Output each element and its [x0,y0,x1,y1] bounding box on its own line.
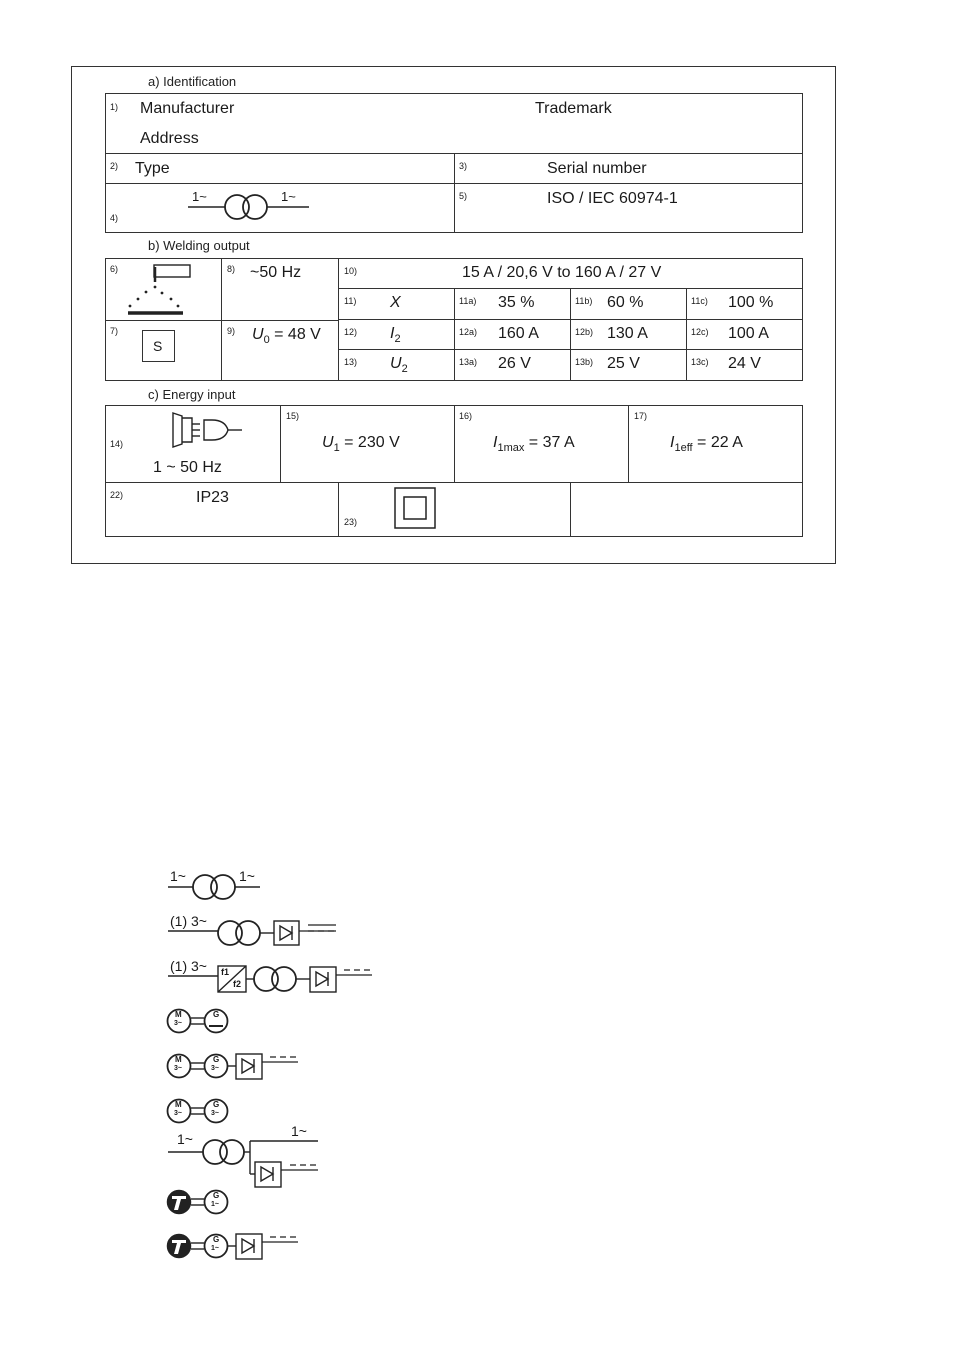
field-number: 2) [110,161,119,171]
transformer-ac-dc-icon [168,1136,323,1191]
motor-label: M [175,1010,182,1019]
generator-phase-label: 1~ [211,1245,219,1252]
double-insulation-icon [394,487,436,529]
field-number: 13b) [575,357,594,367]
i2-subscript: 2 [394,333,401,346]
i1eff-symbol: I [670,434,675,451]
section-identification-title: a) Identification [148,74,237,89]
transformer-rectifier-icon [168,918,343,948]
mains-plug-icon [170,410,245,450]
u0-value: = 48 V [269,326,321,343]
motor-phase-label: 3~ [174,1020,182,1027]
engine-generator-ac-icon [166,1188,236,1216]
i1eff-subscript: 1eff [674,442,693,455]
i2-label [390,325,401,345]
field-number: 9) [227,326,236,336]
symbol1-input-label: 1~ [170,868,186,884]
duty-cycle-label: X [390,294,401,311]
i2-symbol: I [390,325,395,342]
duty-cycle-c: 100 % [728,294,774,311]
i1max-subscript: 1max [497,442,525,455]
generator-label: G [213,1010,220,1019]
field-number: 16) [459,411,473,421]
field-number: 15) [286,411,300,421]
u2-label [390,355,408,375]
output-range-field: 15 A / 20,6 V to 160 A / 27 V [462,264,662,281]
divider [105,320,222,321]
i1eff-value: = 22 A [692,434,743,451]
transformer-output-label: 1~ [281,189,296,204]
single-phase-transformer-icon [185,193,315,225]
u1-symbol: U [322,434,334,451]
generator-label: G [213,1055,220,1064]
inverter-f2-label: f2 [233,979,242,989]
current-c: 100 A [728,325,769,342]
i1max-value: = 37 A [524,434,575,451]
i1max-symbol: I [493,434,498,451]
duty-cycle-b: 60 % [607,294,644,311]
field-number: 11c) [691,296,708,306]
ip-rating-field: IP23 [196,489,229,506]
field-number: 10) [344,266,358,276]
s-hazard-symbol: S [153,338,163,354]
motor-phase-label: 3~ [174,1065,182,1072]
current-b: 130 A [607,325,648,342]
divider [454,288,455,381]
field-number: 5) [459,191,468,201]
field-number: 1) [110,102,119,112]
manufacturer-field: Manufacturer [140,100,235,117]
current-a: 160 A [498,325,539,342]
field-number: 11b) [575,296,593,306]
symbol6-output-label: 1~ [291,1123,307,1139]
symbol6-input-label: 1~ [177,1131,193,1147]
generator-phase-label: 3~ [211,1065,219,1072]
divider [628,405,629,483]
voltage-b: 25 V [607,355,640,372]
motor-generator-rectifier-icon [166,1052,301,1082]
field-number: 23) [344,517,358,527]
engine-generator-rectifier-icon [166,1232,301,1262]
field-number: 14) [110,439,124,449]
field-number: 4) [110,213,119,223]
u2-symbol: U [390,355,402,372]
divider [570,288,571,381]
u0-subscript: 0 [263,334,270,347]
divider [221,320,338,321]
u1-value: = 230 V [339,434,400,451]
field-number: 17) [634,411,648,421]
voltage-c: 24 V [728,355,761,372]
transformer-input-label: 1~ [192,189,207,204]
symbol1-output-label: 1~ [239,868,255,884]
field-number: 12a) [459,327,478,337]
field-number: 11) [344,296,357,306]
generator-phase-label: 1~ [211,1201,219,1208]
divider [454,153,455,233]
generator-label: G [213,1191,220,1200]
effective-supply-current-field [670,434,743,454]
field-number: 11a) [459,296,477,306]
field-number: 13) [344,357,358,367]
divider [338,482,339,537]
divider [454,405,455,483]
motor-phase-label: 3~ [174,1110,182,1117]
symbol2-input-label: (1) 3~ [170,913,207,929]
section-welding-output-title: b) Welding output [148,238,250,253]
field-number: 22) [110,490,124,500]
frequency-field: ~50 Hz [250,264,302,281]
u0-symbol: U [252,326,264,343]
inverter-icon [168,963,378,995]
generator-label: G [213,1100,220,1109]
u1-subscript: 1 [333,442,340,455]
mig-welding-process-icon [125,263,190,318]
generator-phase-label: 3~ [211,1110,219,1117]
section-energy-input-title: c) Energy input [148,387,236,402]
supply-field: 1 ~ 50 Hz [153,459,222,476]
motor-label: M [175,1100,182,1109]
serial-number-field: Serial number [547,160,647,177]
supply-voltage-field [322,434,400,454]
type-field: Type [135,160,170,177]
field-number: 7) [110,326,119,336]
field-number: 12b) [575,327,594,337]
field-number: 12) [344,327,358,337]
single-phase-transformer-icon [168,874,263,904]
u2-subscript: 2 [401,363,408,376]
max-supply-current-field [493,434,575,454]
divider [570,482,571,537]
address-field: Address [140,130,199,147]
field-number: 13a) [459,357,478,367]
motor-label: M [175,1055,182,1064]
voltage-a: 26 V [498,355,531,372]
field-number: 3) [459,161,468,171]
symbol3-input-label: (1) 3~ [170,958,207,974]
inverter-f1-label: f1 [221,967,230,977]
divider [280,405,281,483]
field-number: 13c) [691,357,709,367]
field-number: 8) [227,264,236,274]
field-number: 12c) [691,327,709,337]
standard-field: ISO / IEC 60974-1 [547,190,678,207]
field-number: 6) [110,264,119,274]
no-load-voltage-field [252,326,321,346]
generator-label: G [213,1235,220,1244]
divider [686,288,687,381]
trademark-field: Trademark [535,100,612,117]
duty-cycle-a: 35 % [498,294,535,311]
